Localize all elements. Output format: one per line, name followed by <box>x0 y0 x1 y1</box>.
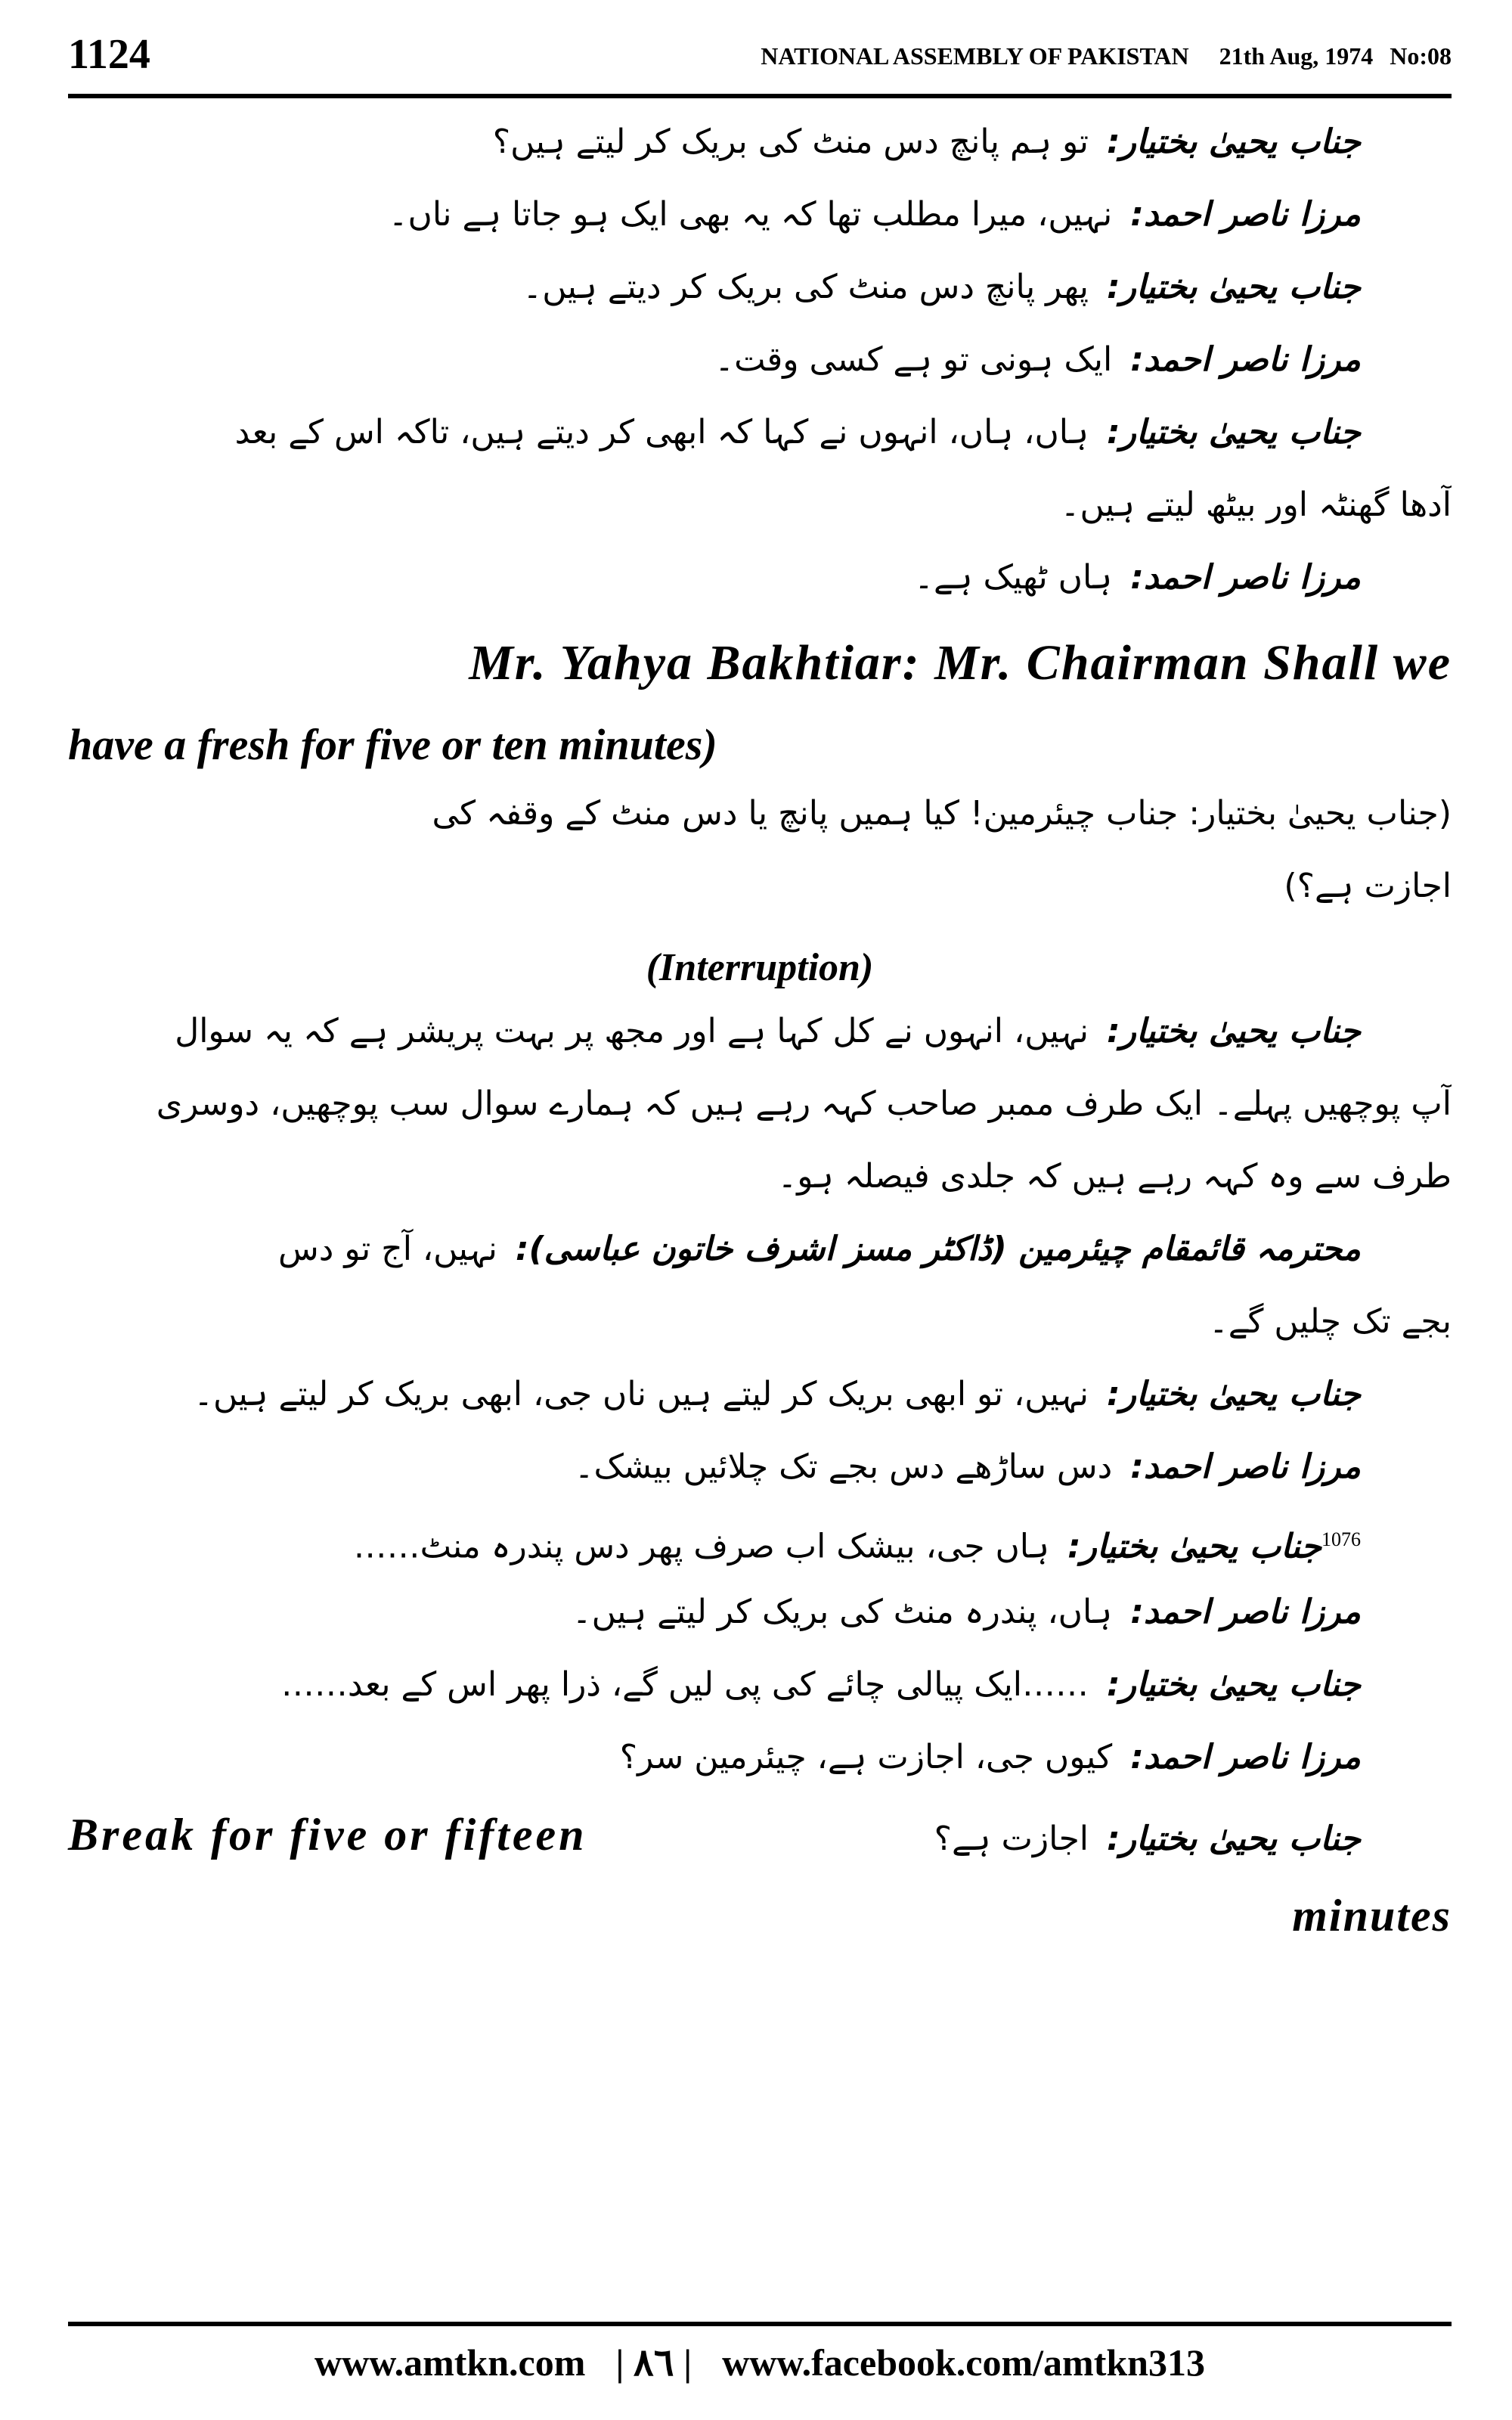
dialogue-text: اجازت ہے؟ <box>934 1820 1089 1858</box>
dialogue-line <box>68 1228 1452 1301</box>
speaker-label: جناب یحییٰ بختیار: <box>1107 1820 1361 1858</box>
english-translation: Mr. Yahya Bakhtiar: Mr. Chairman Shall we <box>469 635 1452 690</box>
dialogue-line <box>68 1010 1452 1083</box>
dialogue-line <box>68 1446 1452 1519</box>
english-text: Break for five or fifteen <box>68 1810 587 1860</box>
urdu-translation: (جناب یحییٰ بختیار: جناب چیئرمین! کیا ہمیں پانچ یا دس منٹ کے وقفہ کی <box>432 794 1452 833</box>
dialogue-text: نہیں، میرا مطلب تھا کہ یہ بھی ایک ہو جاتا ہے ناں۔ <box>388 195 1113 234</box>
dialogue-line <box>68 121 1452 194</box>
speaker-label: محترمہ قائمقام چیئرمین (ڈاکٹر مسز اشرف خاتون عباسی): <box>515 1230 1361 1268</box>
dialogue-text: پھر پانچ دس منٹ کی بریک کر دیتے ہیں۔ <box>522 268 1089 306</box>
page-footer <box>68 2341 1452 2401</box>
dialogue-line <box>68 1664 1452 1736</box>
dialogue-continuation: بجے تک چلیں گے۔ <box>1208 1302 1452 1341</box>
session-date: 21th Aug, 1974 <box>1219 42 1374 70</box>
dialogue-text: ہاں، پندرہ منٹ کی بریک کر لیتے ہیں۔ <box>572 1593 1113 1631</box>
dialogue-text: ہاں ٹھیک ہے۔ <box>914 558 1113 597</box>
speaker-label: مرزا ناصر احمد: <box>1130 340 1361 379</box>
dialogue-line <box>68 1373 1452 1446</box>
speaker-label: جناب یحییٰ بختیار: <box>1107 1665 1361 1704</box>
dialogue-text: ہاں، ہاں، انہوں نے کہا کہ ابھی کر دیتے ہیں، تاکہ اس کے بعد <box>234 413 1089 451</box>
page-marker: | ۸٦ | <box>615 2341 692 2384</box>
speaker-label: جناب یحییٰ بختیار: <box>1107 268 1361 306</box>
dialogue-line <box>68 266 1452 339</box>
dialogue-line <box>934 1820 1452 1858</box>
transcript-body <box>68 121 1452 1963</box>
speaker-label: مرزا ناصر احمد: <box>1130 195 1361 234</box>
english-continuation: minutes <box>1292 1891 1452 1941</box>
speaker-label: جناب یحییٰ بختیار: <box>1107 413 1361 451</box>
speaker-label: جناب یحییٰ بختیار: <box>1067 1527 1321 1566</box>
dialogue-text: نہیں، انہوں نے کل کہا ہے اور مجھ پر بہت پریشر ہے کہ یہ سوال <box>175 1012 1089 1050</box>
header-rule <box>68 94 1452 98</box>
publication-name: NATIONAL ASSEMBLY OF PAKISTAN <box>761 42 1189 70</box>
website-link[interactable]: www.amtkn.com <box>314 2341 586 2384</box>
speaker-label: مرزا ناصر احمد: <box>1130 1593 1361 1631</box>
issue-number: No:08 <box>1390 42 1452 70</box>
dialogue-text: تو ہم پانچ دس منٹ کی بریک کر لیتے ہیں؟ <box>492 123 1089 161</box>
dialogue-continuation: آپ پوچھیں پہلے۔ ایک طرف ممبر صاحب کہہ رہے ہیں کہ ہمارے سوال سب پوچھیں، دوسری <box>156 1084 1452 1123</box>
dialogue-line <box>68 411 1452 484</box>
english-translation-continuation: have a fresh for five or ten minutes) <box>68 720 717 769</box>
dialogue-text: دس ساڑھے دس بجے تک چلائیں بیشک۔ <box>574 1447 1113 1486</box>
dialogue-line <box>68 194 1452 266</box>
dialogue-line <box>68 557 1452 629</box>
dialogue-text: ایک ہونی تو ہے کسی وقت۔ <box>714 340 1113 379</box>
footnote-reference: 1076 <box>1321 1528 1361 1550</box>
footer-rule <box>68 2322 1452 2326</box>
speaker-label: جناب یحییٰ بختیار: <box>1107 1012 1361 1050</box>
dialogue-line <box>68 1591 1452 1664</box>
running-title <box>730 42 1452 70</box>
dialogue-line <box>68 1736 1452 1809</box>
dialogue-line <box>68 1519 1452 1591</box>
dialogue-text: نہیں، تو ابھی بریک کر لیتے ہیں ناں جی، ابھی بریک کر لیتے ہیں۔ <box>194 1375 1089 1413</box>
urdu-translation-continuation: اجازت ہے؟) <box>1284 867 1452 905</box>
dialogue-text: ہاں جی، بیشک اب صرف پھر دس پندرہ منٹ…… <box>353 1527 1049 1566</box>
interruption-note: (Interruption) <box>646 946 874 989</box>
page-number: 1124 <box>68 31 150 78</box>
dialogue-continuation: آدھا گھنٹہ اور بیٹھ لیتے ہیں۔ <box>1060 486 1452 524</box>
dialogue-text: ……ایک پیالی چائے کی پی لیں گے، ذرا پھر اس کے بعد…… <box>280 1665 1089 1704</box>
dialogue-text: نہیں، آج تو دس <box>278 1230 497 1268</box>
speaker-label: جناب یحییٰ بختیار: <box>1107 123 1361 161</box>
speaker-label: مرزا ناصر احمد: <box>1130 1447 1361 1486</box>
mixed-language-line <box>68 1809 1452 1882</box>
dialogue-line <box>68 339 1452 411</box>
page-header <box>68 30 1452 91</box>
speaker-label: جناب یحییٰ بختیار: <box>1107 1375 1361 1413</box>
speaker-label: مرزا ناصر احمد: <box>1130 1738 1361 1776</box>
dialogue-text: کیوں جی، اجازت ہے، چیئرمین سر؟ <box>619 1738 1113 1776</box>
dialogue-continuation: طرف سے وہ کہہ رہے ہیں کہ جلدی فیصلہ ہو۔ <box>777 1157 1452 1196</box>
speaker-label: مرزا ناصر احمد: <box>1130 558 1361 597</box>
facebook-link[interactable]: www.facebook.com/amtkn313 <box>722 2341 1205 2384</box>
